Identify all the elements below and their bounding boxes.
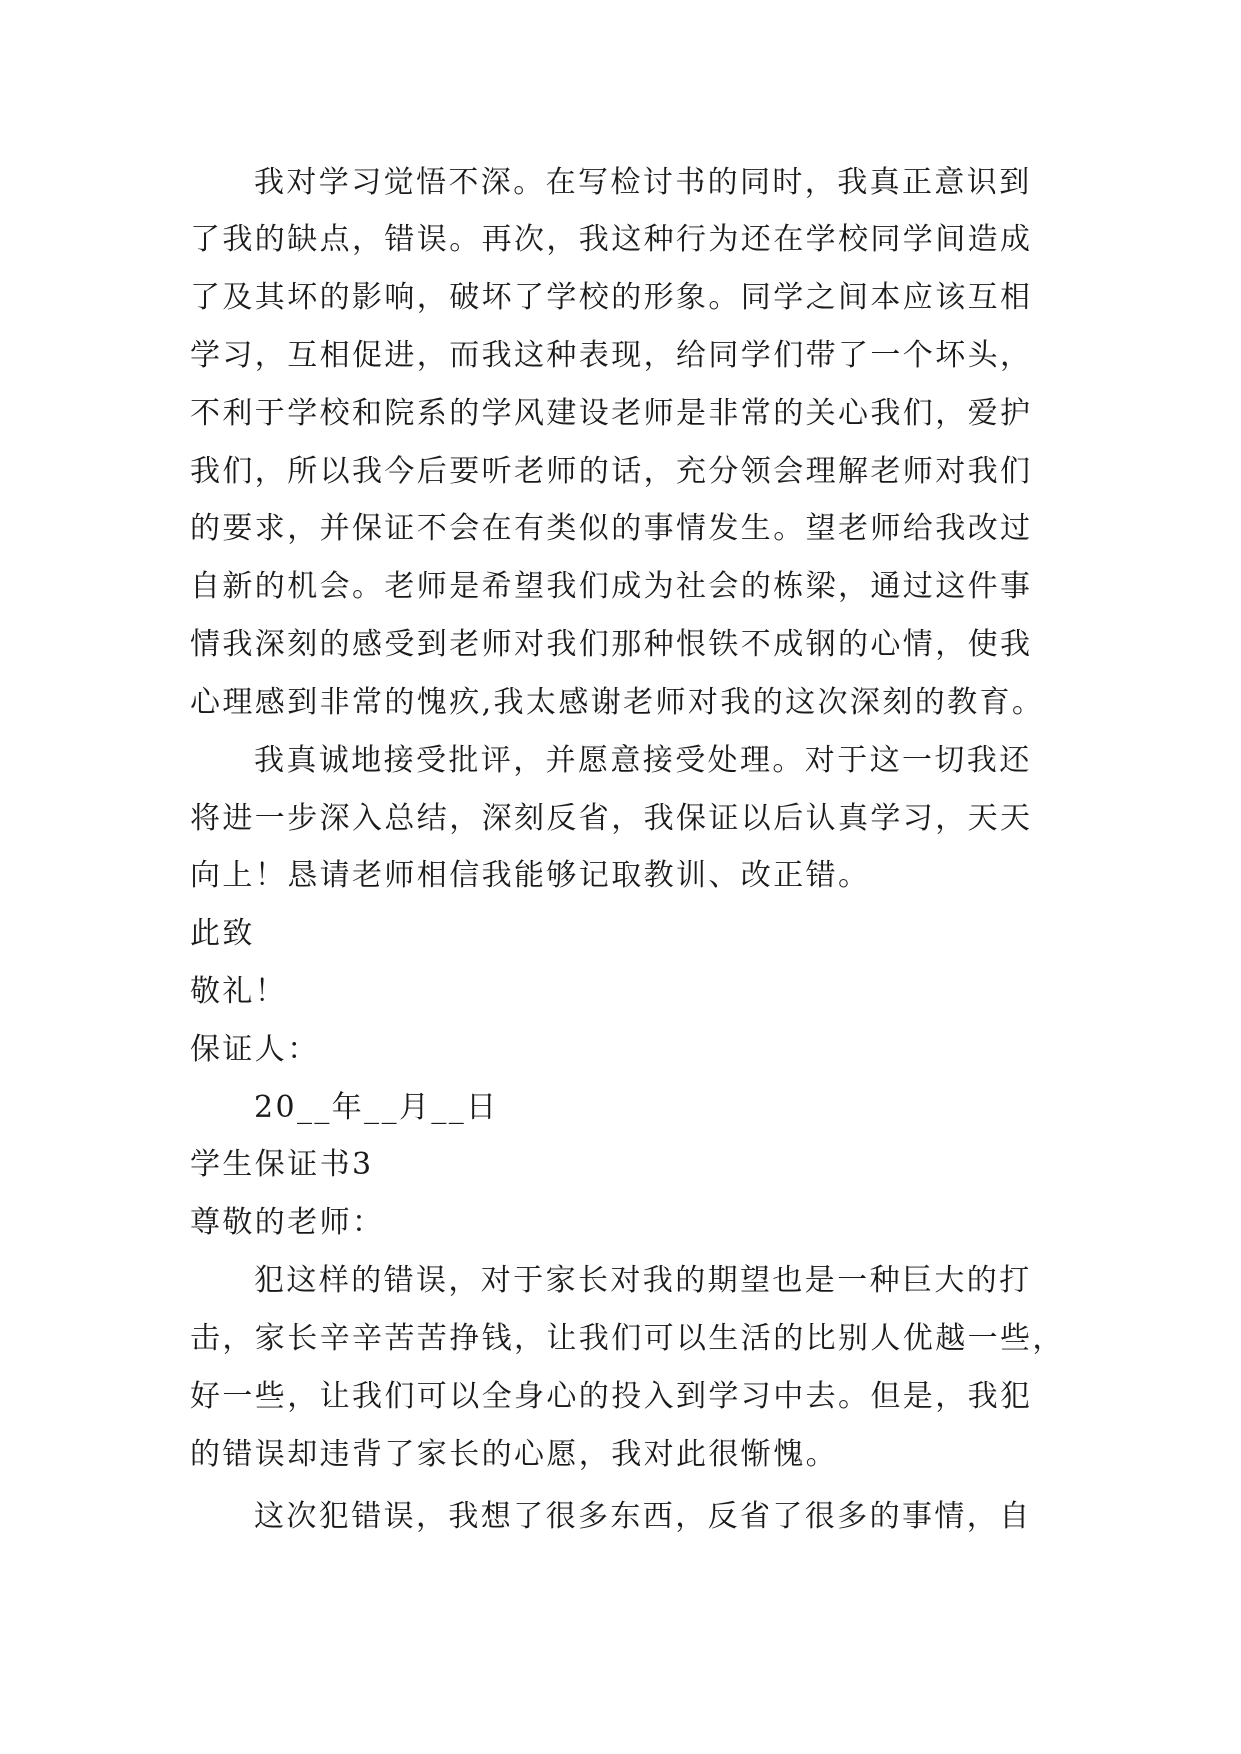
paragraph-line: 犯这样的错误，对于家长对我的期望也是一种巨大的打 <box>254 1263 1032 1298</box>
paragraph-line: 情我深刻的感受到老师对我们那种恨铁不成钢的心情，使我 <box>190 627 1033 662</box>
paragraph-line: 了我的缺点，错误。再次，我这种行为还在学校同学间造成 <box>190 222 1033 257</box>
paragraph-line: 学习，互相促进，而我这种表现，给同学们带了一个坏头， <box>190 338 1033 373</box>
paragraph-line: 好一些，让我们可以全身心的投入到学习中去。但是，我犯 <box>190 1379 1033 1414</box>
paragraph-line: 击，家长辛辛苦苦挣钱，让我们可以生活的比别人优越一些， <box>190 1321 1065 1356</box>
paragraph-line: 不利于学校和院系的学风建设老师是非常的关心我们，爱护 <box>190 396 1033 431</box>
paragraph-line: 了及其坏的影响，破坏了学校的形象。同学之间本应该互相 <box>190 280 1033 315</box>
paragraph-line: 我们，所以我今后要听老师的话，充分领会理解老师对我们 <box>190 454 1033 489</box>
paragraph-line: 我对学习觉悟不深。在写检讨书的同时，我真正意识到 <box>254 165 1032 200</box>
paragraph-line: 这次犯错误，我想了很多东西，反省了很多的事情，自 <box>254 1499 1032 1534</box>
paragraph-line: 我真诚地接受批评，并愿意接受处理。对于这一切我还 <box>254 743 1032 778</box>
closing-line: 此致 <box>190 916 255 951</box>
paragraph-line: 向上！恳请老师相信我能够记取教训、改正错。 <box>190 858 871 893</box>
section-heading: 学生保证书3 <box>190 1147 374 1182</box>
greeting-line: 尊敬的老师： <box>190 1205 385 1240</box>
signer-label: 保证人： <box>190 1032 320 1067</box>
paragraph-line: 心理感到非常的愧疚,我太感谢老师对我的这次深刻的教育。 <box>190 685 1045 720</box>
paragraph-line: 的要求，并保证不会在有类似的事情发生。望老师给我改过 <box>190 511 1033 546</box>
paragraph-line: 的错误却违背了家长的心愿，我对此很惭愧。 <box>190 1437 838 1472</box>
date-line: 20__年__月__日 <box>254 1090 499 1125</box>
paragraph-line: 将进一步深入总结，深刻反省，我保证以后认真学习，天天 <box>190 801 1033 836</box>
salutation-line: 敬礼！ <box>190 974 288 1009</box>
paragraph-line: 自新的机会。老师是希望我们成为社会的栋梁，通过这件事 <box>190 569 1033 604</box>
